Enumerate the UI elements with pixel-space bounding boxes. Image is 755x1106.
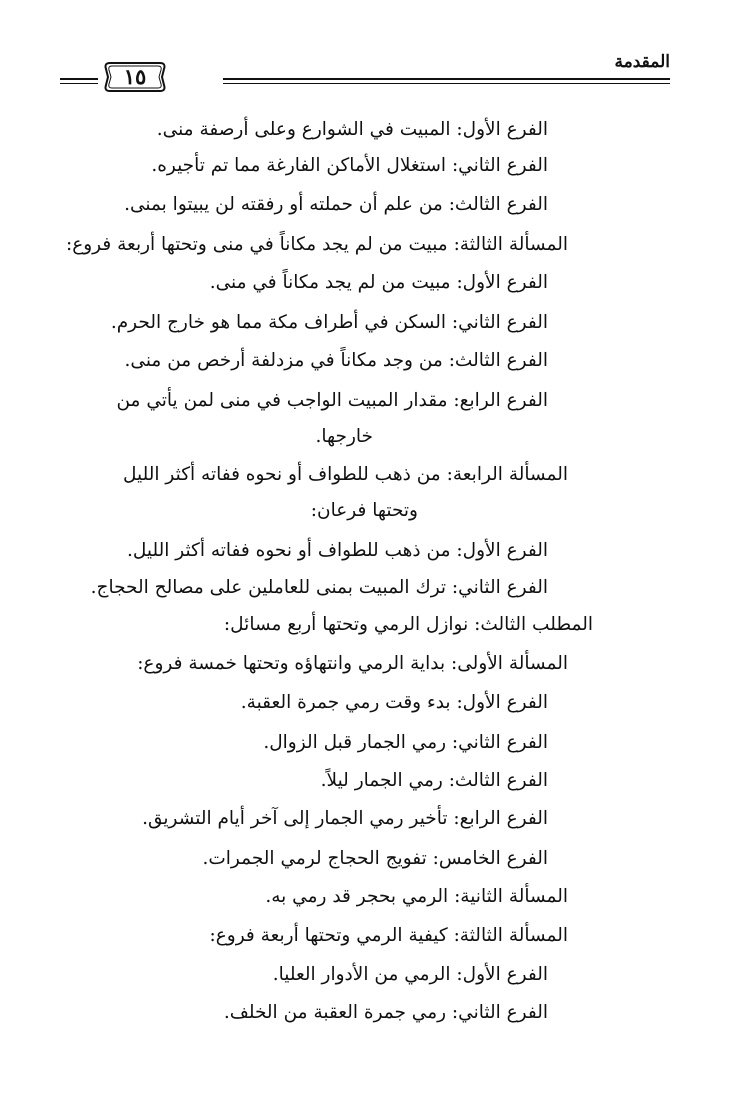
toc-line: المسألة الرابعة: من ذهب للطواف أو نحوه ففاته أكثر الليل: [123, 464, 568, 485]
toc-line: الفرع الثاني: استغلال الأماكن الفارغة مما تم تأجيره.: [151, 155, 548, 176]
toc-line: الفرع الأول: بدء وقت رمي جمرة العقبة.: [240, 692, 548, 713]
toc-line: المسألة الثالثة: كيفية الرمي وتحتها أربعة فروع:: [209, 925, 568, 946]
toc-line: المسألة الأولى: بداية الرمي وانتهاؤه وتحتها خمسة فروع:: [137, 653, 568, 674]
toc-line: الفرع الرابع: تأخير رمي الجمار إلى آخر أيام التشريق.: [142, 808, 548, 829]
page-number-frame: [102, 59, 168, 95]
toc-line: الفرع الرابع: مقدار المبيت الواجب في منى لمن يأتي من: [116, 390, 548, 411]
toc-line: الفرع الثاني: رمي جمرة العقبة من الخلف.: [223, 1002, 548, 1023]
toc-line: الفرع الثاني: ترك المبيت بمنى للعاملين على مصالح الحجاج.: [90, 577, 548, 598]
toc-line: وتحتها فرعان:: [310, 500, 418, 521]
header-rule-top: [223, 78, 670, 80]
toc-line: الفرع الأول: الرمي من الأدوار العليا.: [272, 964, 548, 985]
toc-line: الفرع الأول: مبيت من لم يجد مكاناً في منى.: [209, 272, 548, 293]
header-rule-bottom: [223, 83, 670, 84]
toc-line: الفرع الأول: المبيت في الشوارع وعلى أرصفة منى.: [156, 119, 548, 140]
page-number: ١٥: [123, 64, 147, 89]
toc-line: المسألة الثانية: الرمي بحجر قد رمي به.: [265, 886, 568, 907]
toc-line: المسألة الثالثة: مبيت من لم يجد مكاناً في منى وتحتها أربعة فروع:: [65, 234, 568, 255]
toc-line: الفرع الخامس: تفويج الحجاج لرمي الجمرات.: [202, 848, 548, 869]
running-title: المقدمة: [614, 52, 670, 72]
toc-line: الفرع الثالث: رمي الجمار ليلاً.: [320, 770, 548, 791]
toc-line: الفرع الثالث: من وجد مكاناً في مزدلفة أرخص من منى.: [124, 350, 548, 371]
toc-line: المطلب الثالث: نوازل الرمي وتحتها أربع مسائل:: [223, 614, 593, 635]
toc-line: الفرع الأول: من ذهب للطواف أو نحوه ففاته أكثر الليل.: [126, 540, 548, 561]
toc-line: الفرع الثاني: رمي الجمار قبل الزوال.: [263, 732, 548, 753]
header-rule-left-top: [60, 78, 98, 80]
toc-line: الفرع الثالث: من علم أن حملته أو رفقته لن يبيتوا بمنى.: [124, 194, 548, 215]
header-rule-left-bottom: [60, 83, 98, 84]
page-header: [60, 50, 670, 100]
toc-line: الفرع الثاني: السكن في أطراف مكة مما هو خارج الحرم.: [110, 312, 548, 333]
toc-line: خارجها.: [315, 426, 373, 447]
